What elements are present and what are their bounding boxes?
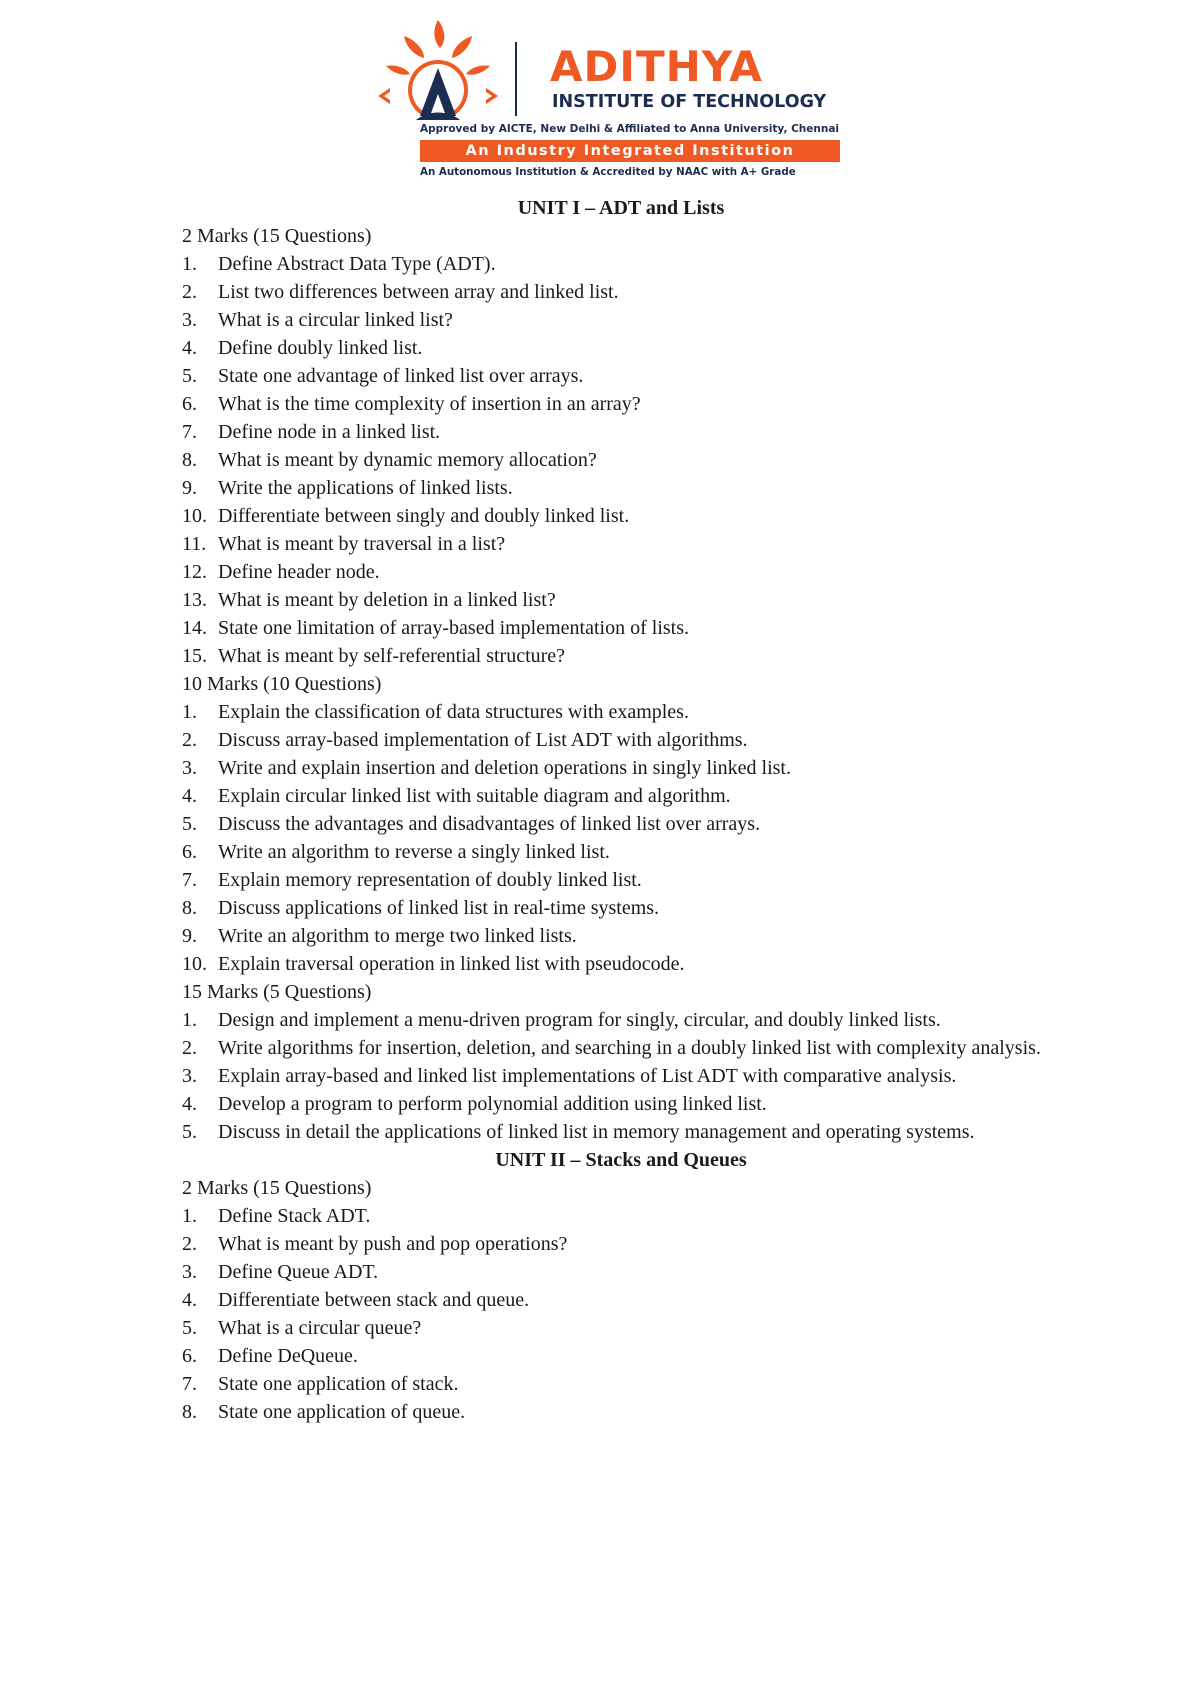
- question-text: Discuss the advantages and disadvantages of linked list over arrays.: [218, 813, 761, 835]
- question-item: 2. List two differences between array and linked list.: [182, 278, 1062, 306]
- approval-line: Approved by AICTE, New Delhi & Affiliated to Anna University, Chennai: [420, 123, 840, 135]
- question-text: Discuss applications of linked list in real-time systems.: [218, 897, 660, 919]
- sun-logo-icon: [376, 16, 551, 126]
- question-item: 14. State one limitation of array-based implementation of lists.: [182, 614, 1062, 642]
- question-item: 1. Define Stack ADT.: [182, 1202, 1062, 1230]
- question-text: State one limitation of array-based implementation of lists.: [218, 617, 689, 639]
- question-text: Differentiate between singly and doubly linked list.: [218, 505, 630, 527]
- question-text: State one advantage of linked list over arrays.: [218, 365, 584, 387]
- question-text: Design and implement a menu-driven program for singly, circular, and doubly linked lists.: [218, 1009, 941, 1031]
- question-text: Define DeQueue.: [218, 1345, 358, 1367]
- institution-subtitle: INSTITUTE OF TECHNOLOGY: [552, 92, 827, 112]
- question-item: 3. What is a circular linked list?: [182, 306, 1062, 334]
- question-text: Explain array-based and linked list implementations of List ADT with comparative analysis.: [218, 1065, 957, 1087]
- question-item: 4. Differentiate between stack and queue.: [182, 1286, 1062, 1314]
- institution-header: [376, 16, 848, 184]
- question-item: 13. What is meant by deletion in a linked list?: [182, 586, 1062, 614]
- question-item: 2. Discuss array-based implementation of List ADT with algorithms.: [182, 726, 1062, 754]
- question-item: 7. Explain memory representation of doubly linked list.: [182, 866, 1062, 894]
- section-heading: 2 Marks (15 Questions): [182, 1177, 372, 1199]
- question-item: 4. Explain circular linked list with suitable diagram and algorithm.: [182, 782, 1062, 810]
- question-text: Define node in a linked list.: [218, 421, 441, 443]
- question-text: What is the time complexity of insertion in an array?: [218, 393, 641, 415]
- question-text: Define Queue ADT.: [218, 1261, 379, 1283]
- question-item: 1. Explain the classification of data structures with examples.: [182, 698, 1062, 726]
- question-item: 3. Write and explain insertion and deletion operations in singly linked list.: [182, 754, 1062, 782]
- question-text: Discuss array-based implementation of List ADT with algorithms.: [218, 729, 748, 751]
- question-text: What is a circular queue?: [218, 1317, 422, 1339]
- question-item: 5. What is a circular queue?: [182, 1314, 1062, 1342]
- question-text: What is meant by traversal in a list?: [218, 533, 506, 555]
- question-text: State one application of stack.: [218, 1373, 459, 1395]
- question-item: 8. What is meant by dynamic memory allocation?: [182, 446, 1062, 474]
- question-item: 3. Explain array-based and linked list implementations of List ADT with comparative analysis.: [182, 1062, 1062, 1090]
- question-item: 5. Discuss the advantages and disadvantages of linked list over arrays.: [182, 810, 1062, 838]
- question-text: Explain the classification of data structures with examples.: [218, 701, 689, 723]
- question-item: 6. Define DeQueue.: [182, 1342, 1062, 1370]
- question-text: Write algorithms for insertion, deletion, and searching in a doubly linked list with complexity analysis.: [218, 1037, 1041, 1059]
- question-text: Define Stack ADT.: [218, 1205, 371, 1227]
- question-text: Explain memory representation of doubly linked list.: [218, 869, 642, 891]
- question-item: 6. What is the time complexity of insertion in an array?: [182, 390, 1062, 418]
- question-text: Define header node.: [218, 561, 380, 583]
- question-item: 2. Write algorithms for insertion, deletion, and searching in a doubly linked list with complexity analysis.: [182, 1034, 1062, 1062]
- question-item: 5. Discuss in detail the applications of linked list in memory management and operating systems.: [182, 1118, 1062, 1146]
- question-item: 7. Define node in a linked list.: [182, 418, 1062, 446]
- question-item: 1. Design and implement a menu-driven program for singly, circular, and doubly linked lists.: [182, 1006, 1062, 1034]
- question-text: List two differences between array and linked list.: [218, 281, 619, 303]
- question-item: 3. Define Queue ADT.: [182, 1258, 1062, 1286]
- question-item: 5. State one advantage of linked list over arrays.: [182, 362, 1062, 390]
- question-text: Write an algorithm to reverse a singly linked list.: [218, 841, 610, 863]
- question-item: 10. Explain traversal operation in linked list with pseudocode.: [182, 950, 1062, 978]
- question-text: What is meant by self-referential structure?: [218, 645, 566, 667]
- question-item: 8. State one application of queue.: [182, 1398, 1062, 1426]
- question-text: Write an algorithm to merge two linked lists.: [218, 925, 577, 947]
- question-item: 11. What is meant by traversal in a list?: [182, 530, 1062, 558]
- institution-banner: An Industry Integrated Institution: [420, 140, 840, 162]
- question-text: Define Abstract Data Type (ADT).: [218, 253, 496, 275]
- question-text: What is meant by push and pop operations?: [218, 1233, 568, 1255]
- question-text: What is meant by deletion in a linked list?: [218, 589, 556, 611]
- question-text: Write the applications of linked lists.: [218, 477, 513, 499]
- question-text: State one application of queue.: [218, 1401, 466, 1423]
- institution-name: ADITHYA: [550, 42, 763, 91]
- question-item: 1. Define Abstract Data Type (ADT).: [182, 250, 1062, 278]
- question-text: What is meant by dynamic memory allocation?: [218, 449, 597, 471]
- question-text: Discuss in detail the applications of linked list in memory management and operating systems.: [218, 1121, 975, 1143]
- question-text: Explain traversal operation in linked list with pseudocode.: [218, 953, 685, 975]
- question-item: 8. Discuss applications of linked list in real-time systems.: [182, 894, 1062, 922]
- question-text: Write and explain insertion and deletion operations in singly linked list.: [218, 757, 791, 779]
- section-heading: 2 Marks (15 Questions): [182, 225, 372, 247]
- question-text: Differentiate between stack and queue.: [218, 1289, 530, 1311]
- question-item: 2. What is meant by push and pop operations?: [182, 1230, 1062, 1258]
- question-item: 6. Write an algorithm to reverse a singly linked list.: [182, 838, 1062, 866]
- question-text: Explain circular linked list with suitable diagram and algorithm.: [218, 785, 731, 807]
- question-item: 12. Define header node.: [182, 558, 1062, 586]
- question-bank: [182, 194, 1062, 1426]
- section-heading: 10 Marks (10 Questions): [182, 673, 382, 695]
- question-item: 9. Write the applications of linked lists.: [182, 474, 1062, 502]
- section-heading: 15 Marks (5 Questions): [182, 981, 372, 1003]
- question-item: 4. Develop a program to perform polynomial addition using linked list.: [182, 1090, 1062, 1118]
- question-text: What is a circular linked list?: [218, 309, 453, 331]
- question-item: 15. What is meant by self-referential structure?: [182, 642, 1062, 670]
- question-item: 10. Differentiate between singly and doubly linked list.: [182, 502, 1062, 530]
- question-item: 7. State one application of stack.: [182, 1370, 1062, 1398]
- unit-title: UNIT II – Stacks and Queues: [495, 1149, 747, 1171]
- accreditation-line: An Autonomous Institution & Accredited by NAAC with A+ Grade: [420, 166, 796, 178]
- question-item: 4. Define doubly linked list.: [182, 334, 1062, 362]
- question-text: Develop a program to perform polynomial addition using linked list.: [218, 1093, 767, 1115]
- unit-title: UNIT I – ADT and Lists: [517, 197, 725, 219]
- question-text: Define doubly linked list.: [218, 337, 423, 359]
- question-item: 9. Write an algorithm to merge two linked lists.: [182, 922, 1062, 950]
